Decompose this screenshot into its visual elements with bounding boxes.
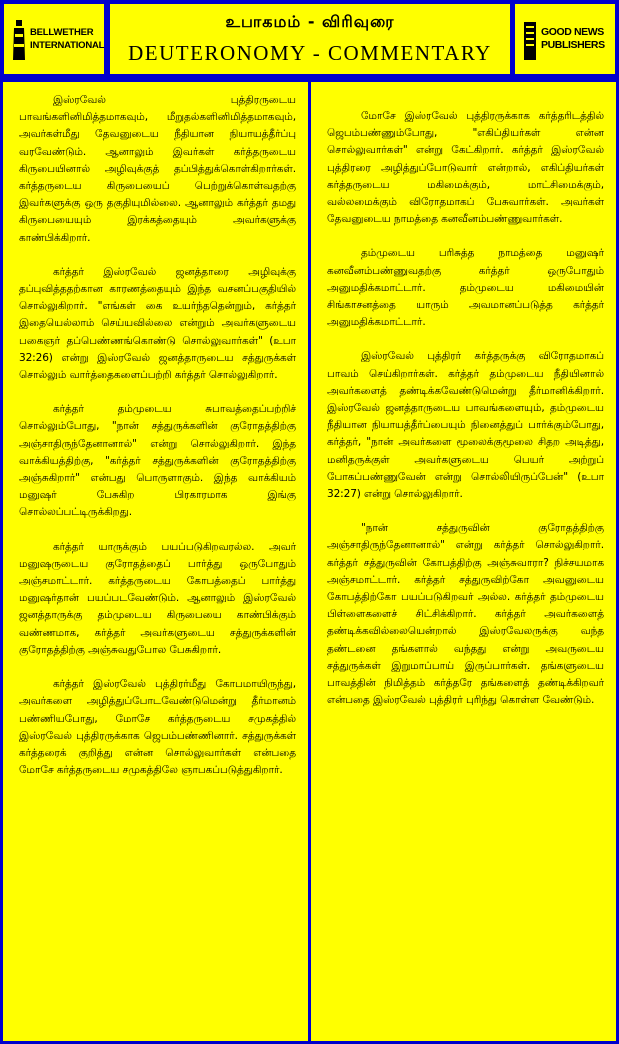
paragraph: இஸ்ரவேல் புத்திரருடைய பாவங்களினிமித்தமாகவும், மீறுதல்களினிமித்தமாகவும், அவர்கள்மீது தேவனுடைய நீதியான நியாயத்தீர்ப்பு வரவேண்டும். ஆனாலும் இவர்கள் கர்த்தருடைய கிருபையினால் அழிவுக்குத் தப்பித்துக்கொள்கிறார்கள். கர்த்தருடைய கிருபையைப் பெற்றுக்கொள்வதற்கு இவர்களுக்கு ஒரு தகுதியுமில்லை. ஆனாலும் கர்த்தர் தமது கிருபையையும் இரக்கத்தையும் அவர்களுக்கு காண்பிக்கிறார்.	[19, 94, 296, 244]
left-logo-box	[4, 4, 104, 74]
right-column-text	[327, 108, 604, 727]
title-english: DEUTERONOMY - COMMENTARY	[128, 41, 492, 65]
right-column	[308, 82, 619, 1044]
header-bar	[0, 0, 619, 78]
paragraph: "நான் சத்துருவின் குரோதத்திற்கு அஞ்சாதிருந்தேனானால்" என்று கர்த்தர் சொல்லுகிறார். கர்த்தர் சத்துருவின் கோபத்திற்கு அஞ்சுவாரா? நிச்சயமாக அஞ்சமாட்டார். கர்த்தர் சத்துருவிற்கோ அவனுடைய கோபத்திற்கோ பயப்படுகிறவர் அல்ல. கர்த்தர் தம்முடைய பிள்ளைகளைச் சிட்சிக்கிறார். கர்த்தர் அவர்களைத் தண்டிக்கவில்லையென்றால் இஸ்ரவேலருக்கு வந்த தண்டனை தங்களால் வந்தது என்று அவருடைய சத்துருக்கள் இறுமாப்பாய் இருப்பார்கள். தங்களுடைய பாவத்தின் நிமித்தம் கர்த்தரே தங்களைத் தண்டிக்கிறவர் என்பதை இஸ்ரவேல் புத்திரர் புரிந்து கொள்ள வேண்டும்.	[327, 522, 604, 707]
paragraph: இஸ்ரவேல் புத்திரர் கர்த்தருக்கு விரோதமாகப் பாவம் செய்கிறார்கள். கர்த்தர் தம்முடைய நீதியினால் அவர்களைத் தண்டிக்கவேண்டுமென்று தீர்மானிக்கிறார். இஸ்ரவேல் ஜனத்தாருடைய பாவங்களையும், தம்முடைய நீதியான நியாயத்தீர்ப்பையும் நினைத்துப் பார்க்கும்போது, கர்த்தர், "நான் அவர்களை மூலைக்குமூலை சிதற அடித்து, மனிதருக்குள் அவர்களுடைய பெயர் அற்றுப் போகப்பண்ணுவேன் என்று சொல்லியிருப்பேன்" (உபா 32:27) என்று சொல்லுகிறார்.	[327, 350, 604, 501]
left-logo-line2: INTERNATIONAL	[30, 40, 105, 51]
book-icon	[523, 18, 537, 62]
right-logo-box	[515, 4, 615, 74]
left-column-text	[19, 92, 296, 796]
paragraph: கர்த்தர் யாருக்கும் பயப்படுகிறவரல்ல. அவர் மனுஷருடைய குரோதத்தைப் பார்த்து ஒருபோதும் அஞ்சமாட்டார். கர்த்தருடைய கோபத்தைப் பார்த்து மனுஷர்தான் பயப்படவேண்டும். ஆனாலும் இஸ்ரவேல் ஜனத்தாருக்கு தம்முடைய கிருபையை காண்பிக்கும் வண்ணமாக, கர்த்தர் அவர்களுடைய சத்துருக்களின் குரோதத்திற்கு அஞ்சுவதுபோல பேசுகிறார்.	[19, 540, 296, 656]
title-box	[110, 4, 510, 74]
right-logo-line2: PUBLISHERS	[541, 39, 605, 51]
paragraph: தம்முடைய பரிசுத்த நாமத்தை மனுஷர் கனவீனம்பண்ணுவதற்கு கர்த்தர் ஒருபோதும் அனுமதிக்கமாட்டார். தம்முடைய மகிமையின் சிங்காசனத்தை யாரும் அவமானப்படுத்த கர்த்தர் அனுமதிக்கமாட்டார்.	[327, 247, 604, 329]
lighthouse-icon	[12, 18, 26, 62]
paragraph: மோசே இஸ்ரவேல் புத்திரருக்காக கர்த்தரிடத்தில் ஜெபம்பண்ணும்போது, "எகிப்தியர்கள் என்ன சொல்லுவார்கள்" என்று கேட்கிறார். கர்த்தர் இஸ்ரவேல் புத்திரரை அழித்துப்போடுவார் என்றால், எகிப்தியர்கள் கர்த்தருடைய மகிமைக்கும், மாட்சிமைக்கும், வல்லமைக்கும் விரோதமாகப் பேசுவார்கள். அவர்கள் தேவனுடைய நாமத்தை கனவீனம்பண்ணுவார்கள்.	[327, 110, 604, 226]
title-tamil: உபாகமம் - விரிவுரை	[225, 12, 395, 31]
left-logo-line1: BELLWETHER	[30, 27, 94, 38]
paragraph: கர்த்தர் தம்முடைய சுபாவத்தைப்பற்றிச் சொல்லும்போது, "நான் சத்துருக்களின் குரோதத்திற்கு அஞ்சாதிருந்தேனானால்" என்று சொல்லுகிறார். இந்த வாக்கியத்திற்கு, "கர்த்தர் சத்துருக்களின் குரோதத்திற்கு அஞ்சுகிறார்" என்பது பொருளாகும். இந்த வாக்கியம் மனுஷர் பேசுகிற பிரகாரமாக இங்கு சொல்லப்பட்டிருக்கிறது.	[19, 403, 296, 519]
left-column	[0, 82, 311, 1044]
right-logo-line1: GOOD NEWS	[541, 26, 604, 38]
paragraph: கர்த்தர் இஸ்ரவேல் ஜனத்தாரை அழிவுக்கு தப்புவித்ததற்கான காரணத்தையும் இந்த வசனப்பகுதியில் சொல்லுகிறார். "எங்கள் கை உயர்ந்ததென்றும், கர்த்தர் இதையெல்லாம் செய்யவில்லை என்றும் அவர்களுடைய பகைஞர் தப்பெண்ணங்கொண்டு சொல்லுவார்கள்" (உபா 32:26) என்று இஸ்ரவேல் ஜனத்தாருடைய சத்துருக்கள் சொல்லும் வார்த்தைகளைப்பற்றி கர்த்தர் சொல்லுகிறார்.	[19, 265, 296, 382]
paragraph: கர்த்தர் இஸ்ரவேல் புத்திரர்மீது கோபமாயிருந்து, அவர்களை அழித்துப்போடவேண்டுமென்று தீர்மானம் பண்ணியபோது, மோசே கர்த்தருடைய சமுகத்தில் இஸ்ரவேல் புத்திரருக்காக ஜெபம்பண்ணினார். சத்துருக்கள் கர்த்தரைக் குறித்து என்ன சொல்லுவார்கள் என்பதை மோசே கர்த்தருடைய சமுகத்திலே ஞாபகப்படுத்துகிறார்.	[19, 678, 296, 777]
